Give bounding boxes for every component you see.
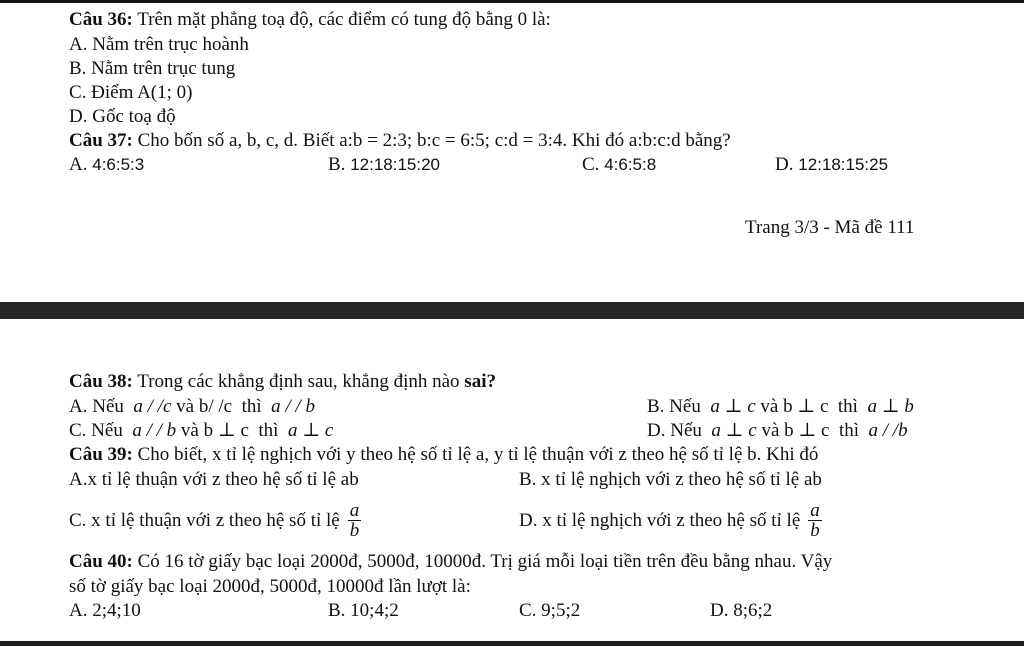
q38-c-expr2: b ⊥ c xyxy=(203,420,249,441)
q38-c-then: thì xyxy=(258,420,279,441)
q38-d-and: và xyxy=(761,420,780,441)
q37-option-c-value: 4:6:5:8 xyxy=(604,155,657,174)
page-footer: Trang 3/3 - Mã đề 111 xyxy=(745,217,915,238)
question-39 xyxy=(69,444,818,466)
q38-a-then: thì xyxy=(241,396,262,417)
q38-d-expr3: a / /b xyxy=(868,420,908,441)
question-40-text-1: Có 16 tờ giấy bạc loại 2000đ, 5000đ, 10000đ. Trị giá mỗi loại tiền trên đều bằng nhau. Vậy xyxy=(137,551,833,572)
q38-b-expr3: a ⊥ b xyxy=(867,396,914,417)
question-39-label: Câu 39: xyxy=(69,444,133,465)
q39-option-d xyxy=(519,501,822,540)
q39-option-c-text: C. x tỉ lệ thuận với z theo hệ số tỉ lệ xyxy=(69,509,340,531)
q39-option-c-fraction xyxy=(348,501,362,540)
q37-option-b xyxy=(328,154,440,176)
question-40 xyxy=(69,551,832,573)
q36-option-a: A. Nằm trên trục hoành xyxy=(69,34,249,55)
question-38-emphasis: sai? xyxy=(464,371,496,392)
q38-option-b xyxy=(647,396,914,418)
fraction-numerator: a xyxy=(349,500,360,521)
page-upper xyxy=(0,0,1024,302)
q38-b-and: và xyxy=(760,396,779,417)
question-37-text: Cho bốn số a, b, c, d. Biết a:b = 2:3; b:c = 6:5; c:d = 3:4. Khi đó a:b:c:d bằng? xyxy=(137,130,731,151)
q40-option-a: A. 2;4;10 xyxy=(69,600,141,621)
q39-option-c xyxy=(69,501,361,540)
q39-option-b: B. x tỉ lệ nghịch với z theo hệ số tỉ lệ ab xyxy=(519,469,822,490)
q39-option-d-fraction xyxy=(808,501,822,540)
q38-a-and: và xyxy=(176,396,195,417)
q38-b-expr1: a ⊥ c xyxy=(710,396,756,417)
fraction-denominator: b xyxy=(810,520,820,541)
q36-option-c: C. Điểm A(1; 0) xyxy=(69,82,193,103)
page-lower xyxy=(0,319,1024,641)
question-37-label: Câu 37: xyxy=(69,130,133,151)
q40-option-c: C. 9;5;2 xyxy=(519,600,581,621)
q38-a-prefix: A. Nếu xyxy=(69,396,124,417)
q39-option-d-text: D. x tỉ lệ nghịch với z theo hệ số tỉ lệ xyxy=(519,509,801,531)
fraction-denominator: b xyxy=(349,520,360,541)
question-36 xyxy=(69,9,551,31)
q37-option-a-label: A. xyxy=(69,154,88,175)
q39-option-a: A.x tỉ lệ thuận với z theo hệ số tỉ lệ ab xyxy=(69,469,359,490)
q37-option-d xyxy=(775,154,888,176)
question-36-label: Câu 36: xyxy=(69,9,133,30)
q38-option-d xyxy=(647,420,908,442)
q40-option-b: B. 10;4;2 xyxy=(328,600,399,621)
q38-a-expr2: b/ /c xyxy=(198,396,233,417)
q37-option-c-label: C. xyxy=(582,154,600,175)
q36-option-d: D. Gốc toạ độ xyxy=(69,106,176,127)
q38-b-expr2: b ⊥ c xyxy=(783,396,829,417)
question-39-text: Cho biết, x tỉ lệ nghịch với y theo hệ số tỉ lệ a, y tỉ lệ thuận với z theo hệ số tỉ lệ b. Khi đó xyxy=(137,444,819,465)
q37-option-a-value: 4:6:5:3 xyxy=(92,155,145,174)
q38-c-prefix: C. Nếu xyxy=(69,420,123,441)
q37-option-a xyxy=(69,154,144,176)
q38-option-a xyxy=(69,396,315,418)
q38-d-then: thì xyxy=(838,420,860,441)
q37-option-b-label: B. xyxy=(328,154,346,175)
page-divider xyxy=(0,302,1024,319)
page-bottom-edge xyxy=(0,641,1024,646)
q38-d-expr1: a ⊥ c xyxy=(711,420,757,441)
question-38-label: Câu 38: xyxy=(69,371,133,392)
q38-b-prefix: B. Nếu xyxy=(647,396,701,417)
fraction-numerator: a xyxy=(810,500,820,521)
q38-d-prefix: D. Nếu xyxy=(647,420,702,441)
q38-option-c xyxy=(69,420,333,442)
q37-option-d-value: 12:18:15:25 xyxy=(798,155,889,174)
question-38 xyxy=(69,371,496,393)
question-40-label: Câu 40: xyxy=(69,551,133,572)
q37-option-b-value: 12:18:15:20 xyxy=(350,155,440,174)
q38-a-expr1: a / /c xyxy=(133,396,172,417)
q38-a-expr3: a / / b xyxy=(271,396,315,417)
question-40-text-2: số tờ giấy bạc loại 2000đ, 5000đ, 10000đ lần lượt là: xyxy=(69,576,471,597)
question-38-text: Trong các khẳng định sau, khẳng định nào xyxy=(137,371,460,392)
q40-option-d: D. 8;6;2 xyxy=(710,600,773,621)
q37-option-d-label: D. xyxy=(775,154,794,175)
q37-option-c xyxy=(582,154,656,176)
q38-d-expr2: b ⊥ c xyxy=(784,420,830,441)
q36-option-b: B. Nằm trên trục tung xyxy=(69,58,236,79)
question-37 xyxy=(69,130,731,152)
q38-c-expr3: a ⊥ c xyxy=(287,420,334,441)
q38-b-then: thì xyxy=(837,396,858,417)
q38-c-expr1: a / / b xyxy=(132,420,177,441)
q38-c-and: và xyxy=(180,420,199,441)
question-36-text: Trên mặt phẳng toạ độ, các điểm có tung độ bằng 0 là: xyxy=(137,9,551,30)
